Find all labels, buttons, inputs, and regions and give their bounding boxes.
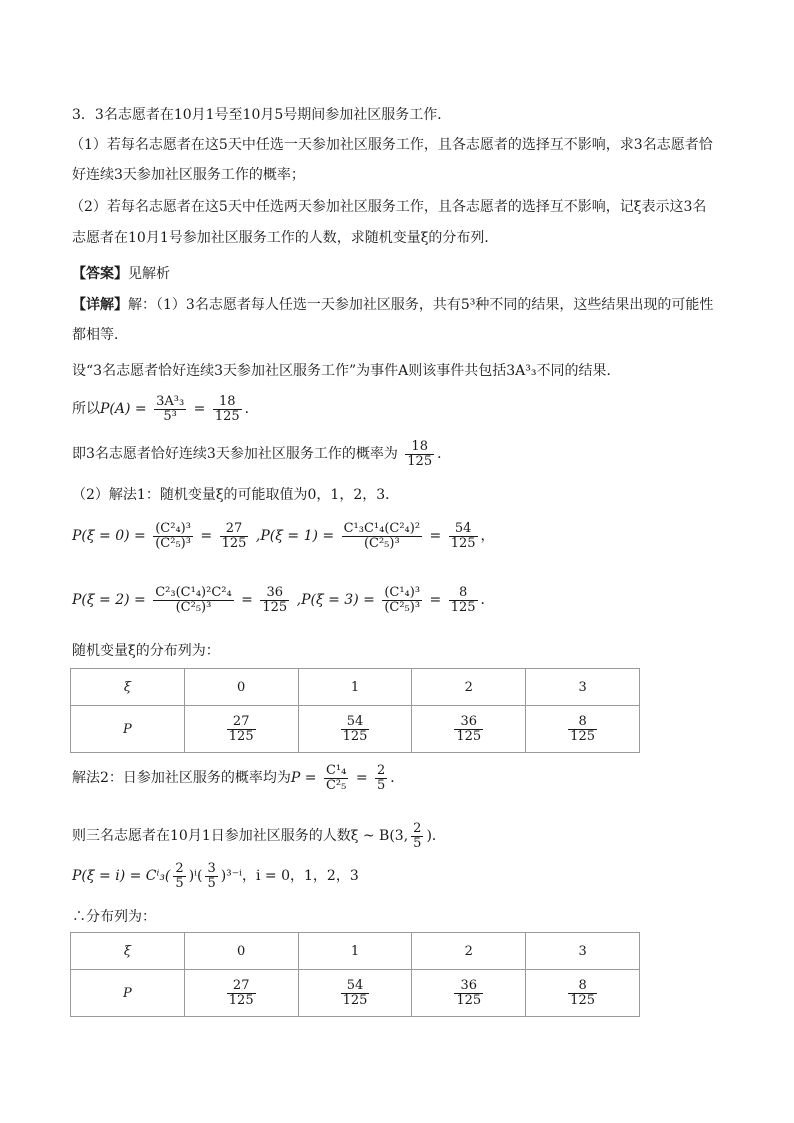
p0-p1-formula [72, 522, 495, 550]
cell-numerator: 8 [568, 715, 597, 730]
cell-fraction [454, 715, 483, 743]
problem-stem: 3．3名志愿者在10月1号至10月5号期间参加社区服务工作． [72, 107, 452, 123]
p0-denominator: (C²₅)³ [155, 535, 191, 551]
table-cell [412, 706, 526, 753]
detail-line-2: 都相等． [72, 327, 128, 343]
p0-numerator: (C²₄)³ [155, 521, 191, 536]
p0-fraction [153, 522, 193, 550]
answer-tag: 【答案】 [72, 266, 128, 282]
detail-tag: 【详解】 [72, 297, 128, 313]
table-cell [412, 970, 526, 1017]
distribution-table-1 [70, 668, 640, 753]
cell-fraction [227, 715, 256, 743]
table-cell: ξ [71, 933, 185, 970]
formula-fraction-2 [205, 862, 217, 890]
method-2-value [375, 764, 387, 792]
binomial-text: 则三名志愿者在10月1日参加社区服务的人数ξ ~ B(3, [72, 828, 409, 845]
table-cell: 0 [184, 933, 298, 970]
equals-sign: = [193, 401, 206, 418]
conclusion-text: 即3名志愿者恰好连续3天参加社区服务工作的概率为 [72, 446, 398, 463]
table-cell: 0 [184, 669, 298, 706]
binomial-suffix: )． [426, 828, 446, 845]
table-row [71, 706, 640, 753]
table-cell: 3 [526, 933, 640, 970]
p3-denominator: (C²₅)³ [384, 599, 421, 615]
table-cell [298, 706, 412, 753]
question-2-line-2: 志愿者在10月1号参加社区服务工作的人数，求随机变量ξ的分布列． [72, 230, 499, 246]
formula-fraction-1 [173, 862, 185, 890]
p1-denominator: (C²₅)³ [363, 535, 400, 551]
binomial-line [72, 822, 446, 850]
cell-fraction [227, 979, 256, 1007]
method-2-p: P = [290, 770, 317, 787]
equals-sign: = [355, 770, 368, 787]
formula-denominator-1: 5 [175, 875, 184, 891]
p2-label: P(ξ = 2) = [72, 592, 146, 609]
cell-numerator: 36 [454, 715, 483, 730]
method-2-numerator: C¹₄ [325, 763, 347, 778]
binomial-fraction [411, 822, 423, 850]
pa-numerator: 3A³₃ [156, 394, 185, 409]
table-cell [184, 970, 298, 1017]
p2-value [260, 586, 289, 614]
p2-fraction [153, 586, 233, 614]
formula-numerator-1: 2 [175, 861, 184, 876]
binomial-numerator: 2 [413, 821, 422, 836]
formula-prefix: P(ξ = i) = Cⁱ₃( [72, 868, 171, 885]
method-2-fraction [324, 764, 348, 792]
table-row [71, 669, 640, 706]
pa-value-denominator: 125 [214, 408, 240, 424]
cell-numerator: 54 [341, 715, 370, 730]
method-1-line: （2）解法1：随机变量ξ的可能取值为0，1，2，3． [72, 487, 400, 503]
cell-numerator: 27 [227, 979, 256, 994]
detail-text-1: 解：（1）3名志愿者每人任选一天参加社区服务，共有5³种不同的结果，这些结果出现的可能性 [128, 297, 714, 313]
p1-value [449, 522, 478, 550]
p2-value-numerator: 36 [260, 586, 289, 601]
pa-value-fraction [213, 395, 242, 423]
detail-line-3: 设“3名志愿者恰好连续3天参加社区服务工作”为事件A则该事件共包括3A³₃不同的结果． [72, 363, 621, 379]
period: ． [480, 592, 495, 609]
method-2-value-numerator: 2 [377, 763, 386, 778]
period: ． [437, 446, 452, 463]
table-1-caption: 随机变量ξ的分布列为： [72, 643, 220, 659]
distribution-table-2 [70, 932, 640, 1017]
cell-denominator: 125 [342, 728, 368, 744]
conclusion-denominator: 125 [407, 453, 433, 469]
p1-value-denominator: 125 [450, 535, 476, 551]
period: ． [390, 770, 405, 787]
cell-denominator: 125 [456, 728, 482, 744]
question-1-line-2: 好连续3天参加社区服务工作的概率； [72, 167, 305, 183]
p0-value-denominator: 125 [221, 535, 247, 551]
comma: ， [480, 528, 495, 545]
cell-fraction [568, 715, 597, 743]
table-cell [184, 706, 298, 753]
period: ． [244, 401, 259, 418]
cell-denominator: 125 [228, 992, 254, 1008]
binomial-denominator: 5 [413, 835, 422, 851]
table-cell: 2 [412, 933, 526, 970]
cell-numerator: 54 [341, 979, 370, 994]
p1-numerator: C¹₃C¹₄(C²₄)² [343, 521, 421, 536]
cell-numerator: 36 [454, 979, 483, 994]
p1-fraction [342, 522, 422, 550]
p1-value-numerator: 54 [449, 522, 478, 537]
table-2-caption: ∴分布列为： [72, 909, 156, 925]
table-cell: ξ [71, 669, 185, 706]
cell-numerator: 8 [568, 979, 597, 994]
method-2-denominator: C²₅ [325, 777, 347, 793]
detail-line-1 [72, 294, 713, 314]
table-cell: P [71, 970, 185, 1017]
pa-label: P(A) = [100, 401, 147, 418]
formula-mid: )ⁱ( [188, 868, 203, 885]
method-2-text: 解法2：日参加社区服务的概率均为 [72, 770, 291, 787]
table-cell [298, 970, 412, 1017]
equals-sign: = [200, 528, 213, 545]
answer-line [72, 263, 170, 283]
formula-denominator-2: 5 [207, 875, 216, 891]
cell-fraction [454, 979, 483, 1007]
equals-sign: = [429, 592, 442, 609]
equals-sign: = [429, 528, 442, 545]
conclusion-numerator: 18 [405, 440, 434, 455]
probability-a-formula [72, 395, 259, 423]
cell-denominator: 125 [570, 728, 595, 744]
p2-p3-formula [72, 586, 495, 614]
pa-fraction [154, 395, 186, 423]
p0-value [220, 522, 249, 550]
p2-numerator: C²₃(C¹₄)²C²₄ [155, 585, 232, 600]
p1-label: ,P(ξ = 1) = [255, 528, 335, 545]
p2-denominator: (C²₅)³ [175, 599, 212, 615]
cell-denominator: 125 [456, 992, 482, 1008]
cell-denominator: 125 [342, 992, 368, 1008]
cell-fraction [568, 979, 597, 1007]
method-2-value-denominator: 5 [377, 777, 386, 793]
answer-text: 见解析 [128, 266, 170, 282]
p2-value-denominator: 125 [262, 599, 288, 615]
question-2-line-1: （2）若每名志愿者在这5天中任选两天参加社区服务工作，且各志愿者的选择互不影响，记ξ表示这3名 [70, 199, 707, 215]
p3-value-numerator: 8 [449, 586, 478, 601]
pa-denominator: 5³ [163, 408, 177, 424]
conclusion-fraction [405, 440, 434, 468]
method-2-line [72, 764, 404, 792]
p3-numerator: (C¹₄)³ [384, 585, 421, 600]
question-1-line-1: （1）若每名志愿者在这5天中任选一天参加社区服务工作，且各志愿者的选择互不影响，求3名志愿者恰 [70, 137, 713, 153]
cell-fraction [341, 715, 370, 743]
table-cell: 3 [526, 669, 640, 706]
cell-denominator: 125 [228, 728, 254, 744]
so-prefix: 所以 [72, 401, 100, 418]
table-cell: P [71, 706, 185, 753]
table-cell [526, 706, 640, 753]
p3-fraction [382, 586, 422, 614]
p0-value-numerator: 27 [220, 522, 249, 537]
probability-conclusion [72, 440, 451, 468]
table-cell: 2 [412, 669, 526, 706]
p3-value [449, 586, 478, 614]
equals-sign: = [241, 592, 253, 609]
table-cell [526, 970, 640, 1017]
formula-numerator-2: 3 [207, 861, 216, 876]
formula-suffix: )³⁻ⁱ，i = 0，1，2，3 [220, 868, 359, 885]
general-formula-line [72, 862, 359, 890]
table-cell: 1 [298, 933, 412, 970]
table-row [71, 933, 640, 970]
table-row [71, 970, 640, 1017]
cell-fraction [341, 979, 370, 1007]
pa-value-numerator: 18 [213, 395, 242, 410]
p3-value-denominator: 125 [450, 599, 476, 615]
cell-denominator: 125 [570, 992, 595, 1008]
p3-label: ,P(ξ = 3) = [296, 592, 375, 609]
table-cell: 1 [298, 669, 412, 706]
cell-numerator: 27 [227, 715, 256, 730]
p0-label: P(ξ = 0) = [72, 528, 146, 545]
